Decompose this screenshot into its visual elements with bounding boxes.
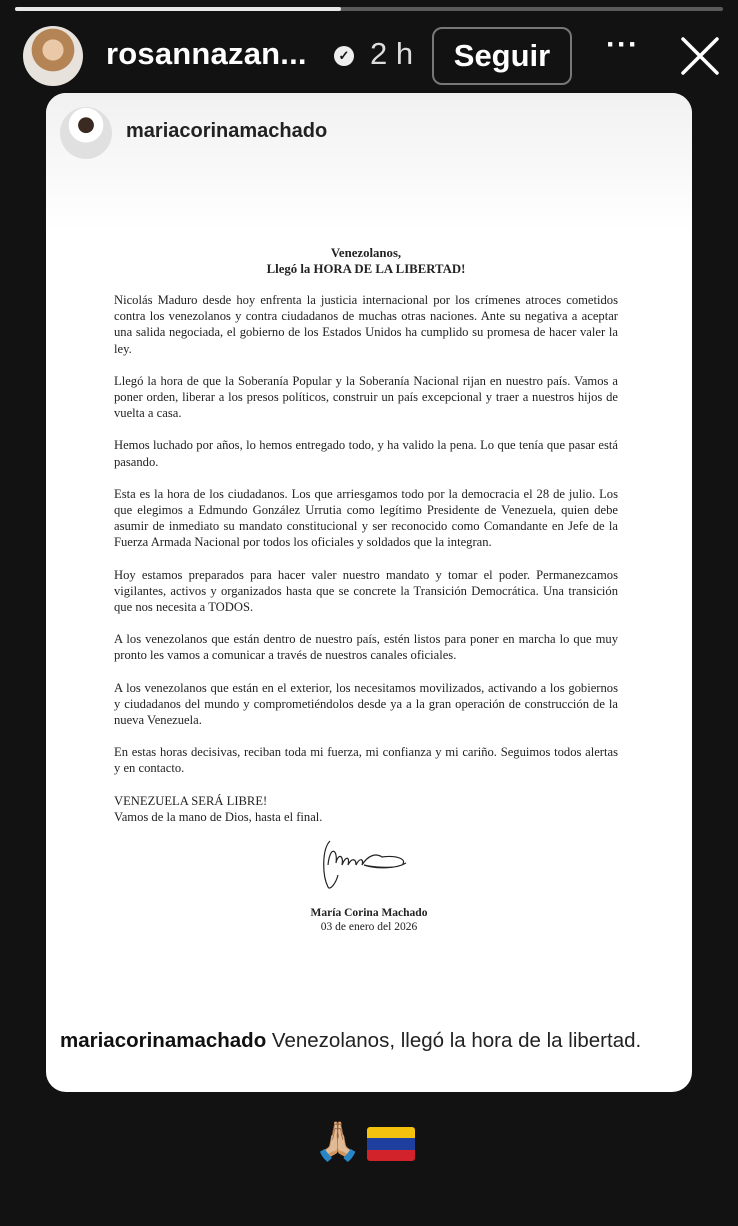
emoji-sticker xyxy=(314,1118,415,1166)
more-options-icon[interactable]: ··· xyxy=(606,28,639,61)
venezuela-flag-icon xyxy=(367,1127,415,1161)
verified-badge-icon: ✓ xyxy=(334,46,354,66)
post-author-avatar[interactable] xyxy=(60,107,112,159)
letter-paragraph: Nicolás Maduro desde hoy enfrenta la justicia internacional por los crímenes atroces cometidos contra los venezolanos y contra ciudadanos de muchas otras naciones. Ante su negativa a aceptar una salida negociada, el gobierno de los Estados Unidos ha cumplido su promesa de hacer valer la ley. xyxy=(114,293,618,356)
story-progress-bar xyxy=(15,7,723,11)
caption-text: Venezolanos, llegó la hora de la libertad. xyxy=(266,1029,642,1052)
signer-name: María Corina Machado xyxy=(310,907,428,919)
letter-heading: Llegó la HORA DE LA LIBERTAD! xyxy=(266,262,466,276)
letter-paragraph: Esta es la hora de los ciudadanos. Los que arriesgamos todo por la democracia el 28 de julio. Los que elegimos a Edmundo González Urrutia como legítimo Presidente de Venezuela, quien debe asumir de inmediato su mandato constitucional y ser reconocido como Comandante en Jefe de la Fuerza Armada Nacional por todos los oficiales y soldados que la integran. xyxy=(114,486,618,550)
letter-paragraph: Llegó la hora de que la Soberanía Popular y la Soberanía Nacional rijan en nuestro país. Vamos a poner orden, liberar a los presos políticos, construir un país excepcional y traer a nuestros hijos de vuelta a casa. xyxy=(114,373,618,421)
letter-document xyxy=(114,245,618,825)
shared-post-card[interactable] xyxy=(46,93,692,1092)
letter-paragraph: Hemos luchado por años, lo hemos entregado todo, y ha valido la pena. Lo que tenía que pasar está pasando. xyxy=(114,438,618,469)
post-caption xyxy=(60,1027,660,1054)
story-timestamp: 2 h xyxy=(370,36,414,71)
letter-closing: VENEZUELA SERÁ LIBRE! xyxy=(114,793,268,808)
letter-paragraph: Hoy estamos preparados para hacer valer nuestro mandato y tomar el poder. Permanezcamos vigilantes, activos y organizados hasta que se concrete la Transición Democrática. Una transición que nos necesita a TODOS. xyxy=(114,567,618,615)
letter-paragraph: En estas horas decisivas, reciban toda mi fuerza, mi confianza y mi cariño. Seguimos todos alertas y en contacto. xyxy=(114,745,618,776)
close-icon[interactable] xyxy=(680,36,720,76)
author-username[interactable]: rosannazan... xyxy=(106,36,307,71)
post-author-username[interactable]: mariacorinamachado xyxy=(126,120,328,142)
letter-signer-block xyxy=(46,906,692,934)
letter-salutation: Venezolanos, xyxy=(330,246,402,260)
letter-paragraph: A los venezolanos que están en el exterior, los necesitamos movilizados, activando a los gobiernos y ciudadanos del mundo y comprometiéndolos desde ya a la gran operación de construcción de la nueva Venezuela. xyxy=(114,680,618,728)
letter-paragraph: A los venezolanos que están dentro de nuestro país, estén listos para poner en marcha lo que muy pronto les vamos a comunicar a través de nuestros canales oficiales. xyxy=(114,632,618,663)
signature xyxy=(316,835,416,895)
letter-closing-2: Vamos de la mano de Dios, hasta el final. xyxy=(114,809,323,824)
caption-username[interactable]: mariacorinamachado xyxy=(60,1029,267,1052)
letter-date: 03 de enero del 2026 xyxy=(320,921,418,933)
author-avatar[interactable] xyxy=(23,26,83,86)
follow-button[interactable]: Seguir xyxy=(432,27,572,85)
praying-hands-icon: 🙏🏼 xyxy=(314,1121,362,1163)
story-progress-fill xyxy=(15,7,341,11)
letter-title xyxy=(114,245,618,277)
